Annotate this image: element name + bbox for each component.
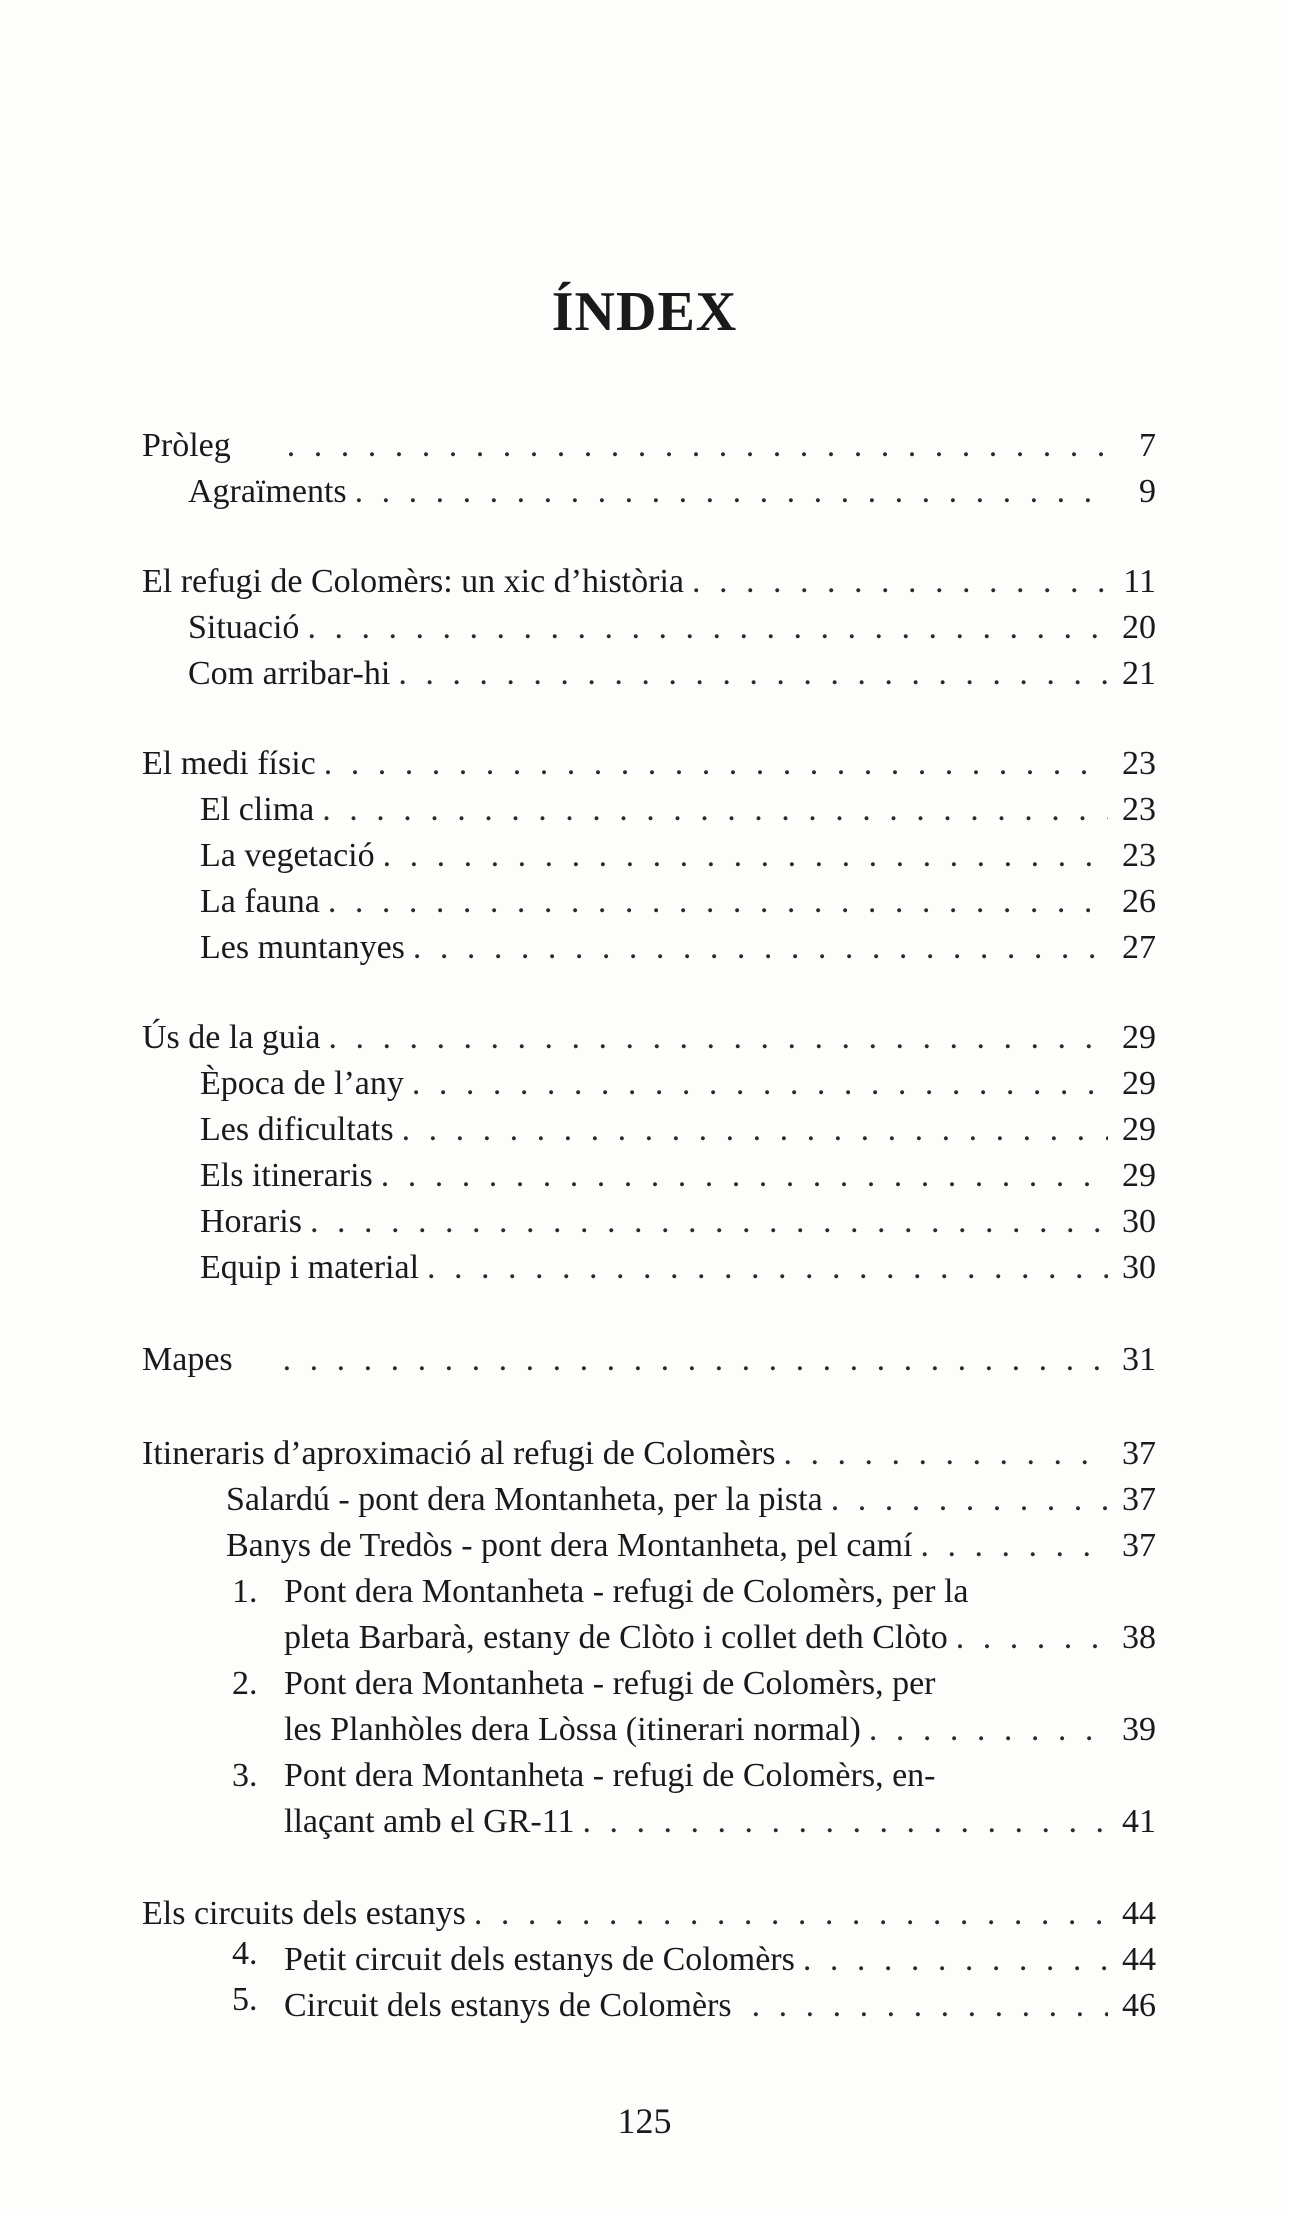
toc-page-number: 7 xyxy=(1139,427,1156,464)
toc-label: Com arribar-hi xyxy=(188,655,391,692)
leader-dots xyxy=(474,1894,1108,1934)
leader-dots xyxy=(324,744,1108,784)
leader-dots xyxy=(920,1526,1108,1566)
toc-page-number: 29 xyxy=(1122,1019,1156,1056)
toc-entry xyxy=(284,1796,1156,1842)
toc-entry xyxy=(226,1520,1156,1566)
toc-page-number: 30 xyxy=(1122,1249,1156,1286)
toc-page-number: 21 xyxy=(1122,655,1156,692)
toc-entry xyxy=(200,1104,1156,1150)
toc-label: La vegetació xyxy=(200,837,375,874)
toc-label: llaçant amb el GR-11 xyxy=(284,1803,575,1840)
toc-page-number: 26 xyxy=(1122,883,1156,920)
toc-entry xyxy=(142,420,1156,466)
leader-dots xyxy=(310,1202,1108,1242)
leader-dots xyxy=(582,1802,1108,1842)
toc-label: Agraïments xyxy=(188,473,347,510)
leader-dots xyxy=(427,1248,1108,1288)
leader-dots xyxy=(328,1018,1108,1058)
leader-dots xyxy=(803,1940,1108,1980)
toc-label: Petit circuit dels estanys de Colomèrs xyxy=(284,1941,795,1978)
toc-entry xyxy=(284,1612,1156,1658)
leader-dots xyxy=(283,1340,1108,1380)
toc-entry xyxy=(200,1196,1156,1242)
toc-entry xyxy=(284,1704,1156,1750)
toc-page-number: 23 xyxy=(1122,745,1156,782)
toc-label: Horaris xyxy=(200,1203,302,1240)
leader-dots xyxy=(398,654,1108,694)
toc-entry xyxy=(200,1058,1156,1104)
toc-entry xyxy=(284,1934,1156,1980)
toc-page-number: 23 xyxy=(1122,791,1156,828)
leader-dots xyxy=(412,1064,1108,1104)
toc-page-number: 41 xyxy=(1122,1803,1156,1840)
page-number: 125 xyxy=(617,2101,672,2141)
itinerary-number: 1. xyxy=(232,1573,258,1610)
toc-entry xyxy=(142,1334,1156,1380)
toc-page-number: 23 xyxy=(1122,837,1156,874)
toc-label: Les muntanyes xyxy=(200,929,405,966)
itinerary-title-line: Pont dera Montanheta - refugi de Colomèrs, per la xyxy=(284,1573,969,1610)
leader-dots xyxy=(328,882,1108,922)
toc-label: Les dificultats xyxy=(200,1111,394,1148)
toc-entry xyxy=(284,1980,1156,2026)
toc-page-number: 30 xyxy=(1122,1203,1156,1240)
toc-label: El refugi de Colomèrs: un xic d’història xyxy=(142,563,684,600)
leader-dots xyxy=(381,1156,1108,1196)
itinerary-number: 2. xyxy=(232,1665,258,1702)
toc-label: Els itineraris xyxy=(200,1157,373,1194)
toc-page-number: 39 xyxy=(1122,1711,1156,1748)
toc-entry xyxy=(200,830,1156,876)
leader-dots xyxy=(307,608,1108,648)
toc-page-number: 38 xyxy=(1122,1619,1156,1656)
leader-dots xyxy=(383,836,1108,876)
leader-dots xyxy=(355,472,1108,512)
toc-label: les Planhòles dera Lòssa (itinerari normal) xyxy=(284,1711,861,1748)
toc-label: Mapes xyxy=(142,1341,233,1378)
toc-label: Banys de Tredòs - pont dera Montanheta, pel camí xyxy=(226,1527,913,1564)
toc-entry xyxy=(188,466,1156,512)
itinerary-number: 4. xyxy=(232,1935,258,1972)
toc-entry xyxy=(188,648,1156,694)
toc-label: Ús de la guia xyxy=(142,1019,321,1056)
toc-page-number: 37 xyxy=(1122,1527,1156,1564)
leader-dots xyxy=(322,790,1108,830)
toc-label: Pròleg xyxy=(142,427,231,464)
toc-label: Època de l’any xyxy=(200,1065,404,1102)
toc-entry xyxy=(188,602,1156,648)
leader-dots xyxy=(692,562,1108,602)
toc-page-number: 29 xyxy=(1122,1111,1156,1148)
toc-entry xyxy=(200,922,1156,968)
leader-dots xyxy=(287,426,1108,466)
leader-dots xyxy=(752,1986,1108,2026)
toc-entry xyxy=(142,1888,1156,1934)
toc-label: Salardú - pont dera Montanheta, per la pista xyxy=(226,1481,823,1518)
toc-label: pleta Barbarà, estany de Clòto i collet deth Clòto xyxy=(284,1619,948,1656)
itinerary-title-line: Pont dera Montanheta - refugi de Colomèrs, en- xyxy=(284,1757,936,1794)
toc-entry xyxy=(200,876,1156,922)
leader-dots xyxy=(413,928,1108,968)
itinerary-number: 3. xyxy=(232,1757,258,1794)
leader-dots xyxy=(831,1480,1108,1520)
toc-entry xyxy=(200,1150,1156,1196)
toc-label: La fauna xyxy=(200,883,320,920)
toc-entry xyxy=(142,556,1156,602)
toc-label: Circuit dels estanys de Colomèrs xyxy=(284,1987,732,2024)
toc-page-number: 9 xyxy=(1139,473,1156,510)
toc-entry xyxy=(226,1474,1156,1520)
itinerary-number: 5. xyxy=(232,1981,258,2018)
page-title: ÍNDEX xyxy=(551,281,738,343)
toc-entry xyxy=(142,1012,1156,1058)
toc-label: Situació xyxy=(188,609,300,646)
toc-label: Equip i material xyxy=(200,1249,420,1286)
toc-label: El clima xyxy=(200,791,315,828)
leader-dots xyxy=(869,1710,1108,1750)
toc-label: Itineraris d’aproximació al refugi de Colomèrs xyxy=(142,1435,776,1472)
toc-page-number: 27 xyxy=(1122,929,1156,966)
toc-page-number: 44 xyxy=(1122,1895,1156,1932)
toc-page-number: 37 xyxy=(1122,1481,1156,1518)
toc-entry xyxy=(142,738,1156,784)
toc-page-number: 29 xyxy=(1122,1065,1156,1102)
leader-dots xyxy=(784,1434,1109,1474)
leader-dots xyxy=(402,1110,1108,1150)
toc-label: El medi físic xyxy=(142,745,316,782)
toc-page-number: 44 xyxy=(1122,1941,1156,1978)
toc-entry xyxy=(200,1242,1156,1288)
itinerary-title-line: Pont dera Montanheta - refugi de Colomèrs, per xyxy=(284,1665,936,1702)
toc-entry xyxy=(142,1428,1156,1474)
toc-page-number: 46 xyxy=(1122,1987,1156,2024)
toc-page-number: 29 xyxy=(1122,1157,1156,1194)
toc-entry xyxy=(200,784,1156,830)
leader-dots xyxy=(956,1618,1108,1658)
toc-page-number: 20 xyxy=(1122,609,1156,646)
toc-label: Els circuits dels estanys xyxy=(142,1895,466,1932)
toc-page-number: 31 xyxy=(1122,1341,1156,1378)
toc-page-number: 11 xyxy=(1123,563,1156,600)
toc-page-number: 37 xyxy=(1122,1435,1156,1472)
